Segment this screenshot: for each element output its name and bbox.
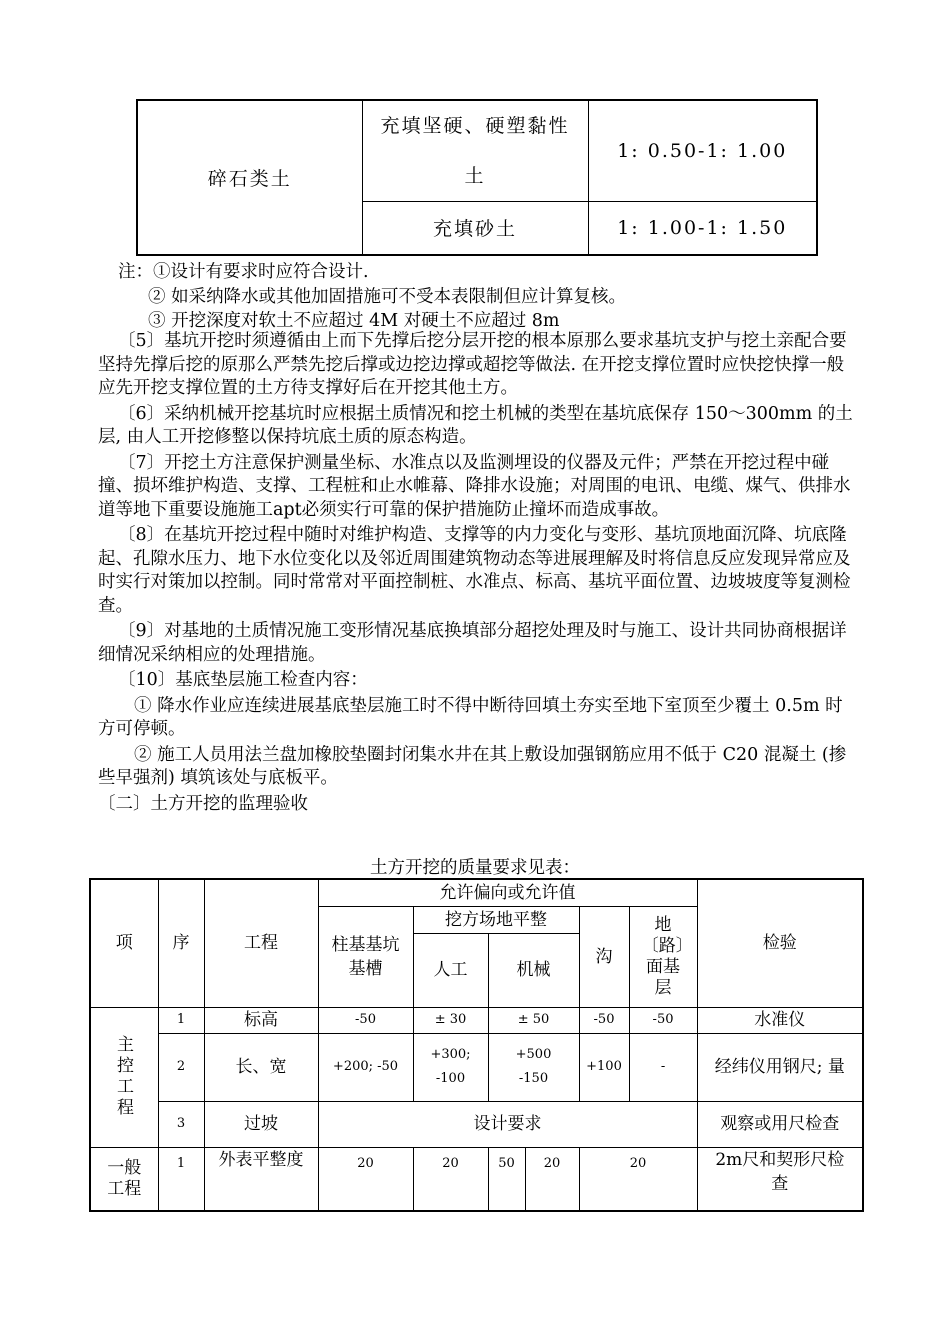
row-ditch: -50: [579, 1007, 629, 1033]
table-row: [90, 1033, 863, 1101]
row-inspect: 观察或用尺检查: [697, 1101, 863, 1147]
row-seq: 1: [158, 1147, 204, 1211]
row-inspect: 水准仪: [697, 1007, 863, 1033]
header-ditch: 沟: [579, 906, 629, 1007]
table-row: [90, 1007, 863, 1033]
header-pile: 柱基基坑基槽: [318, 906, 413, 1007]
row-seq: 2: [158, 1033, 204, 1101]
row-seq: 3: [158, 1101, 204, 1147]
row-manual: ± 30: [413, 1007, 488, 1033]
row-pile: +200; -50: [318, 1033, 413, 1101]
slope-table: [136, 99, 818, 256]
row-ditch: +100: [579, 1033, 629, 1101]
row-name: 长、宽: [204, 1033, 318, 1101]
row-road: 20: [579, 1147, 697, 1211]
row-name: 外表平整度: [204, 1147, 318, 1211]
paragraph-5: 〔5〕基坑开挖时须遵循由上而下先撑后挖分层开挖的根本原那么要求基坑支护与挖土亲配合要坚持先撑后挖的原那么严禁先挖后撑或边挖边撑或超挖等做法. 在开挖支撑位置时应快挖快撑一般应先开挖支撑位置的土方待支撑好后在开挖其他土方。: [98, 331, 847, 398]
row-machine-2: 20: [525, 1147, 579, 1211]
fill-type: 充填坚硬、硬塑黏性土: [362, 100, 588, 202]
header-item: 项: [90, 879, 158, 1007]
row-pile: -50: [318, 1007, 413, 1033]
paragraph-10-1: ① 降水作业应连续进展基底垫层施工时不得中断待回填土夯实至地下室顶至少覆土 0.5m 时方可停顿。: [98, 695, 843, 739]
section-heading: 〔二〕土方开挖的监理验收: [98, 793, 308, 814]
row-machine: +500 -150: [488, 1033, 579, 1101]
header-allow: 允许偏向或允许值: [318, 879, 697, 906]
row-name: 标高: [204, 1007, 318, 1033]
row-manual: +300; -100: [413, 1033, 488, 1101]
header-site: 挖方场地平整: [413, 906, 579, 933]
table-row: [90, 1147, 863, 1211]
note-2: ② 如采纳降水或其他加固措施可不受本表限制但应计算复核。: [148, 287, 627, 307]
quality-table: [89, 878, 864, 1212]
main-group: 主控工程: [90, 1007, 158, 1147]
row-name: 过坡: [204, 1101, 318, 1147]
paragraph-9: 〔9〕对基地的土质情况施工变形情况基底换填部分超挖处理及时与施工、设计共同协商根据详细情况采纳相应的处理措施。: [98, 621, 847, 665]
paragraph-10: 〔10〕基底垫层施工检查内容：: [118, 670, 368, 690]
row-manual: 20: [413, 1147, 488, 1211]
header-road: 地〔路〕面基层: [629, 906, 697, 1007]
row-design: 设计要求: [318, 1101, 697, 1147]
table-row: [90, 1101, 863, 1147]
paragraph-6: 〔6〕采纳机械开挖基坑时应根据土质情况和挖土机械的类型在基坑底保存 150～300mm 的土层, 由人工开挖修整以保持坑底土质的原态构造。: [98, 403, 853, 447]
row-inspect: 2m尺和契形尺检查: [697, 1147, 863, 1211]
row-pile: 20: [318, 1147, 413, 1211]
header-manual: 人工: [413, 933, 488, 1007]
note-3: ③ 开挖深度对软土不应超过 4M 对硬土不应超过 8m: [148, 311, 560, 331]
soil-category: 碎石类土: [137, 100, 362, 255]
header-machine: 机械: [488, 933, 579, 1007]
row-seq: 1: [158, 1007, 204, 1033]
body-text: [98, 330, 858, 816]
general-group: 一般工程: [90, 1147, 158, 1211]
row-machine-1: 50: [488, 1147, 525, 1211]
row-road: -50: [629, 1007, 697, 1033]
header-inspect: 检验: [697, 879, 863, 1007]
row-inspect: 经纬仪用钢尺; 量: [697, 1033, 863, 1101]
row-machine: ± 50: [488, 1007, 579, 1033]
note-1: 注：①设计有要求时应符合设计.: [118, 262, 369, 282]
slope-ratio: 1: 1.00-1: 1.50: [588, 202, 817, 255]
paragraph-8: 〔8〕在基坑开挖过程中随时对维护构造、支撑等的内力变化与变形、基坑顶地面沉降、坑底隆起、孔隙水压力、地下水位变化以及邻近周围建筑物动态等进展理解及时将信息反应发现异常应及时实行对策加以控制。同时常常对平面控制桩、水准点、标高、基坑平面位置、边坡坡度等复测检查。: [98, 525, 851, 616]
header-project: 工程: [204, 879, 318, 1007]
slope-ratio: 1: 0.50-1: 1.00: [588, 100, 817, 202]
fill-type: 充填砂土: [362, 202, 588, 255]
row-road: -: [629, 1033, 697, 1101]
header-seq: 序: [158, 879, 204, 1007]
paragraph-7: 〔7〕开挖土方注意保护测量坐标、水准点以及监测埋设的仪器及元件；严禁在开挖过程中碰撞、损坏维护构造、支撑、工程桩和止水帷幕、降排水设施；对周围的电讯、电缆、煤气、供排水道等地下重要设施施工apt必须实行可靠的保护措施防止撞坏而造成事故。: [98, 452, 851, 520]
paragraph-10-2: ② 施工人员用法兰盘加橡胶垫圈封闭集水井在其上敷设加强钢筋应用不低于 C20 混凝土 (掺些早强剂) 填筑该处与底板平。: [98, 744, 847, 788]
table-caption: 土方开挖的质量要求见表：: [370, 858, 580, 878]
